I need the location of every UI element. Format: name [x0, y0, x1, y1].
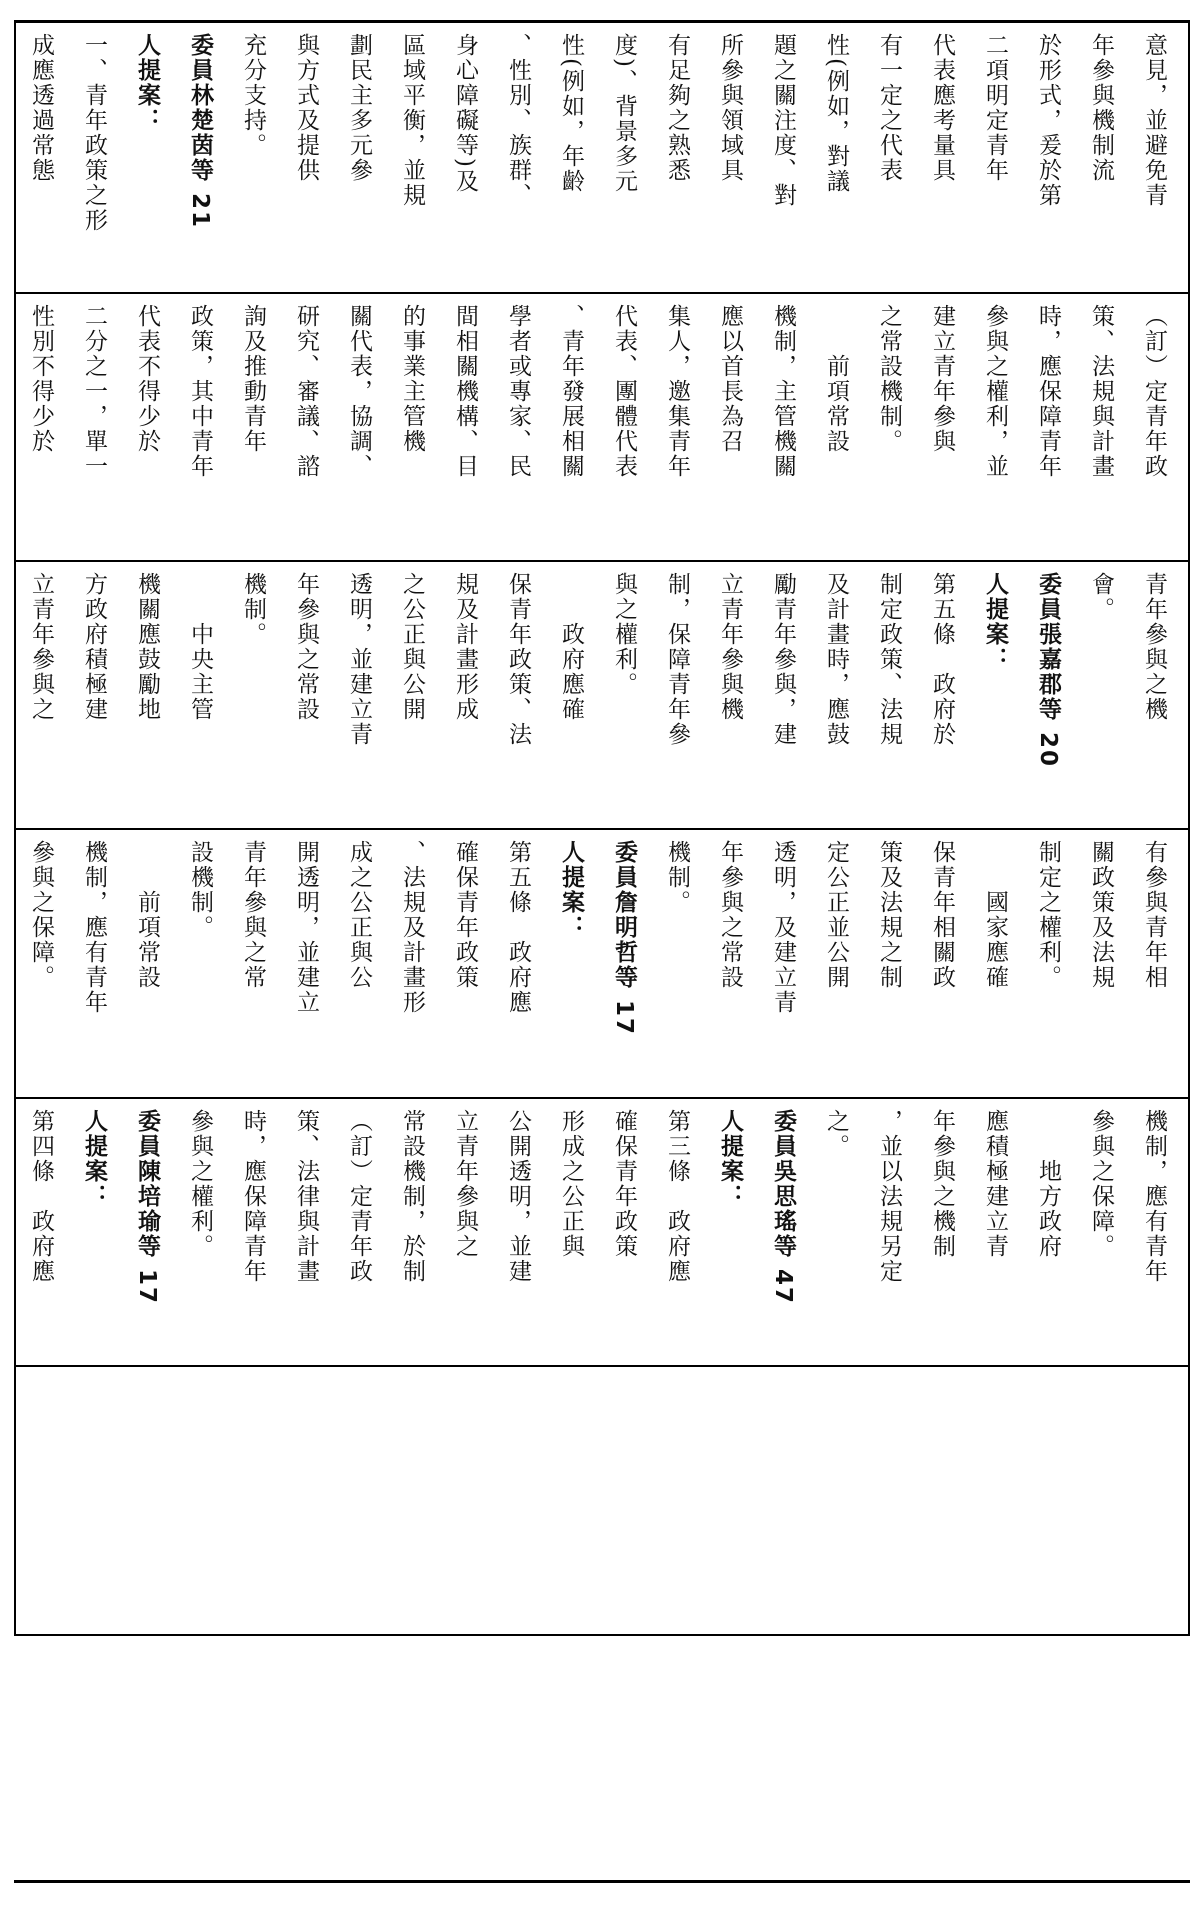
- text-line: 參與之保障。: [28, 840, 54, 990]
- text-line: 政策，其中青年: [187, 304, 213, 479]
- text-line: 前項常設: [134, 840, 160, 990]
- text-line: 性(例如，年齡: [558, 33, 584, 194]
- text-line: 性(例如，對議: [823, 33, 849, 194]
- rule-5: [14, 1365, 1190, 1367]
- text-line: 立青年參與之: [452, 1109, 478, 1259]
- text-line: 設機制。: [187, 840, 213, 940]
- text-line: 之。: [823, 1109, 849, 1159]
- proposal-label: 人提案：: [982, 572, 1008, 672]
- text-line: 劃民主多元參: [346, 33, 372, 183]
- text-line: 性別不得少於: [28, 304, 54, 454]
- text-line: 年參與之機制: [929, 1109, 955, 1259]
- proposer-heading: 委員張嘉郡等 20: [1035, 572, 1061, 769]
- text-line: 關政策及法規: [1088, 840, 1114, 990]
- proposer-heading: 委員吳思瑤等 47: [770, 1109, 796, 1306]
- text-line: 策、法規與計畫: [1088, 304, 1114, 479]
- text-line: 研究、審議、諮: [293, 304, 319, 479]
- text-line: 成之公正與公: [346, 840, 372, 990]
- text-line: 與方式及提供: [293, 33, 319, 183]
- text-line: 意見，並避免青: [1141, 33, 1167, 208]
- proposal-label: 人提案：: [558, 840, 584, 940]
- text-line: 年參與機制流: [1088, 33, 1114, 183]
- text-line: 代表、團體代表: [611, 304, 637, 479]
- text-line: 青年參與之常: [240, 840, 266, 990]
- bottom-rule: [14, 1880, 1190, 1883]
- text-line: 機關應鼓勵地: [134, 572, 160, 722]
- text-line: 定公正並公開: [823, 840, 849, 990]
- text-line: 第三條 政府應: [664, 1109, 690, 1284]
- text-line: 、性別、族群、: [505, 33, 531, 208]
- text-line: 區域平衡，並規: [399, 33, 425, 208]
- text-line: 建立青年參與: [929, 304, 955, 454]
- text-line: 年參與之常設: [293, 572, 319, 722]
- text-line: 方政府積極建: [81, 572, 107, 722]
- text-line: 參與之保障。: [1088, 1109, 1114, 1259]
- text-line: 及計畫時，應鼓: [823, 572, 849, 747]
- text-line: 二項明定青年: [982, 33, 1008, 183]
- text-line: 第四條 政府應: [28, 1109, 54, 1284]
- text-line: 常設機制，於制: [399, 1109, 425, 1284]
- text-line: 年參與之常設: [717, 840, 743, 990]
- panel-5-text: [14, 1099, 1190, 1365]
- text-line: 透明，及建立青: [770, 840, 796, 1015]
- text-line: ，並以法規另定: [876, 1109, 902, 1284]
- text-line: 代表應考量具: [929, 33, 955, 183]
- text-line: 確保青年政策: [611, 1109, 637, 1259]
- text-line: 關代表，協調、: [346, 304, 372, 479]
- text-line: 策、法律與計畫: [293, 1109, 319, 1284]
- text-line: 之公正與公開: [399, 572, 425, 722]
- text-line: 政府應確: [558, 572, 584, 722]
- panel-4-text: [14, 830, 1190, 1097]
- text-line: 有一定之代表: [876, 33, 902, 183]
- text-line: 集人，邀集青年: [664, 304, 690, 479]
- text-panel-5: [14, 1099, 1190, 1365]
- text-line: 參與之權利。: [187, 1109, 213, 1259]
- panel-2-text: [14, 294, 1190, 560]
- text-panel-1: [14, 23, 1190, 291]
- text-line: 詢及推動青年: [240, 304, 266, 454]
- rule-6: [14, 1634, 1190, 1636]
- text-line: 應積極建立青: [982, 1109, 1008, 1259]
- text-line: 地方政府: [1035, 1109, 1061, 1259]
- text-line: 間相關機構、目: [452, 304, 478, 479]
- text-line: 、法規及計畫形: [399, 840, 425, 1015]
- text-line: 確保青年政策: [452, 840, 478, 990]
- text-line: 立青年參與之: [28, 572, 54, 722]
- text-line: 的事業主管機: [399, 304, 425, 454]
- text-line: 機制。: [664, 840, 690, 915]
- text-line: （訂）定青年政: [346, 1109, 372, 1284]
- text-line: 形成之公正與: [558, 1109, 584, 1259]
- text-line: 度)、背景多元: [611, 33, 637, 194]
- text-line: 機制，應有青年: [1141, 1109, 1167, 1284]
- text-line: 國家應確: [982, 840, 1008, 990]
- text-line: 制，保障青年參: [664, 572, 690, 747]
- text-line: 前項常設: [823, 304, 849, 454]
- text-line: 第五條 政府應: [505, 840, 531, 1015]
- text-line: 會。: [1088, 572, 1114, 622]
- text-line: 立青年參與機: [717, 572, 743, 722]
- text-panel-4: [14, 830, 1190, 1097]
- proposer-heading: 委員陳培瑜等 17: [134, 1109, 160, 1306]
- proposer-heading: 委員詹明哲等 17: [611, 840, 637, 1037]
- text-panel-2: [14, 294, 1190, 560]
- text-line: 所參與領域具: [717, 33, 743, 183]
- text-line: 保青年政策、法: [505, 572, 531, 747]
- text-line: 青年參與之機: [1141, 572, 1167, 722]
- text-line: 有足夠之熟悉: [664, 33, 690, 183]
- text-line: 公開透明，並建: [505, 1109, 531, 1284]
- text-line: 制定之權利。: [1035, 840, 1061, 990]
- text-line: 有參與青年相: [1141, 840, 1167, 990]
- text-line: 制定政策、法規: [876, 572, 902, 747]
- text-line: 規及計畫形成: [452, 572, 478, 722]
- text-line: 第五條 政府於: [929, 572, 955, 747]
- text-line: 充分支持。: [240, 33, 266, 158]
- proposal-label: 人提案：: [717, 1109, 743, 1209]
- text-line: 時，應保障青年: [1035, 304, 1061, 479]
- proposal-label: 人提案：: [134, 33, 160, 133]
- text-line: 透明，並建立青: [346, 572, 372, 747]
- text-line: 題之關注度、對: [770, 33, 796, 208]
- text-line: 機制。: [240, 572, 266, 647]
- text-line: 應以首長為召: [717, 304, 743, 454]
- text-line: 二分之一，單一: [81, 304, 107, 479]
- panel-1-text: [14, 23, 1190, 291]
- text-line: 保青年相關政: [929, 840, 955, 990]
- proposal-label: 人提案：: [81, 1109, 107, 1209]
- text-line: 一、青年政策之形: [81, 33, 107, 233]
- text-line: 時，應保障青年: [240, 1109, 266, 1284]
- proposer-heading: 委員林楚茵等 21: [187, 33, 213, 230]
- text-line: 身心障礙等)及: [452, 33, 478, 194]
- text-line: 參與之權利，並: [982, 304, 1008, 479]
- text-line: 機制，主管機關: [770, 304, 796, 479]
- text-line: 代表不得少於: [134, 304, 160, 454]
- text-line: 策及法規之制: [876, 840, 902, 990]
- text-line: 學者或專家、民: [505, 304, 531, 479]
- text-line: 之常設機制。: [876, 304, 902, 454]
- text-line: （訂）定青年政: [1141, 304, 1167, 479]
- text-line: 與之權利。: [611, 572, 637, 697]
- panel-3-text: [14, 562, 1190, 828]
- text-line: 成應透過常態: [28, 33, 54, 183]
- text-line: 開透明，並建立: [293, 840, 319, 1015]
- text-line: 機制，應有青年: [81, 840, 107, 1015]
- text-panel-3: [14, 562, 1190, 828]
- text-line: 勵青年參與，建: [770, 572, 796, 747]
- text-line: 中央主管: [187, 572, 213, 722]
- text-line: 、青年發展相關: [558, 304, 584, 479]
- text-line: 於形式，爰於第: [1035, 33, 1061, 208]
